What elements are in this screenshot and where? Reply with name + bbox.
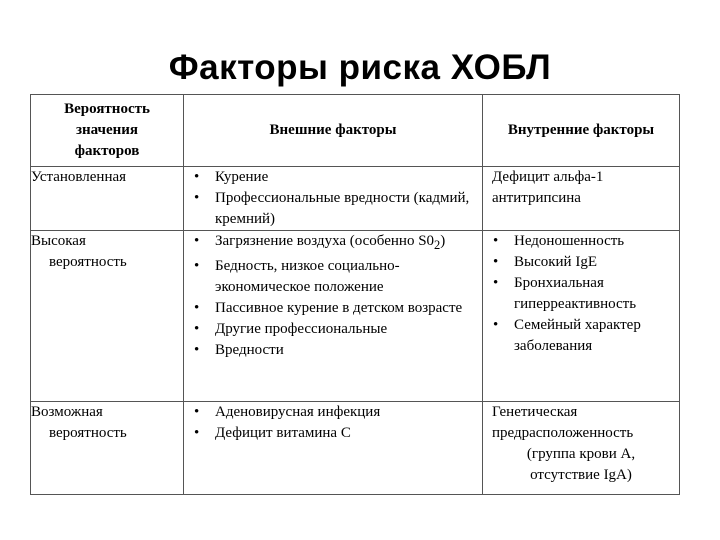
list-item: • Бедность, низкое социально-экономическое положение [184, 256, 482, 298]
list-item: • Недоношенность [483, 231, 679, 252]
probability-label: вероятность [49, 254, 127, 270]
probability-label: Возможная [31, 404, 103, 420]
header-internal: Внутренние факторы [483, 95, 680, 167]
list-item-text: Загрязнение воздуха (особенно S0 [215, 233, 435, 249]
probability-cell [31, 231, 184, 402]
probability-label: Высокая [31, 233, 86, 249]
external-factors-list [184, 167, 482, 230]
list-item: • Вредности [184, 340, 482, 361]
table-row [31, 231, 680, 402]
internal-text-line: Дефицит альфа-1 [492, 169, 604, 185]
probability-cell [31, 402, 184, 495]
header-external: Внешние факторы [184, 95, 483, 167]
risk-factors-table [30, 94, 680, 495]
external-factors-list [184, 231, 482, 361]
header-probability-line: факторов [74, 143, 140, 159]
header-probability-line: значения [75, 122, 139, 138]
table-row [31, 402, 680, 495]
list-item: • Аденовирусная инфекция [184, 402, 482, 423]
list-item: • Другие профессиональные [184, 319, 482, 340]
table-header-row [31, 95, 680, 167]
internal-factors-cell [483, 231, 680, 402]
external-factors-list [184, 402, 482, 444]
table-row [31, 167, 680, 231]
subscript: 2 [434, 238, 441, 252]
external-factors-cell [184, 167, 483, 231]
internal-text-line: (группа крови А, [526, 446, 636, 462]
probability-cell [31, 167, 184, 231]
internal-text-line: Генетическая [492, 404, 578, 420]
list-item: • Курение [184, 167, 482, 188]
list-item: • Высокий IgE [483, 252, 679, 273]
internal-text-line: отсутствие IgA) [530, 467, 632, 483]
internal-factors-list [483, 231, 679, 357]
internal-factors-cell [483, 167, 680, 231]
external-factors-cell [184, 402, 483, 495]
probability-label: Установленная [31, 169, 127, 185]
slide-title: Факторы риска ХОБЛ [168, 48, 552, 87]
header-probability [31, 95, 184, 167]
list-item: • Семейный характер заболевания [483, 315, 679, 357]
list-item-text: ) [440, 233, 446, 249]
internal-text-line: предрасположенность [492, 425, 634, 441]
list-item: • Бронхиальная гиперреактивность [483, 273, 679, 315]
external-factors-cell [184, 231, 483, 402]
header-probability-line: Вероятность [64, 101, 150, 117]
list-item: • Дефицит витамина С [184, 423, 482, 444]
probability-label: вероятность [49, 425, 127, 441]
internal-factors-cell [483, 402, 680, 495]
internal-text-line: антитрипсина [492, 190, 581, 206]
list-item: • Профессиональные вредности (кадмий, кремний) [184, 188, 482, 230]
list-item: • Пассивное курение в детском возрасте [184, 298, 482, 319]
list-item [184, 231, 482, 256]
